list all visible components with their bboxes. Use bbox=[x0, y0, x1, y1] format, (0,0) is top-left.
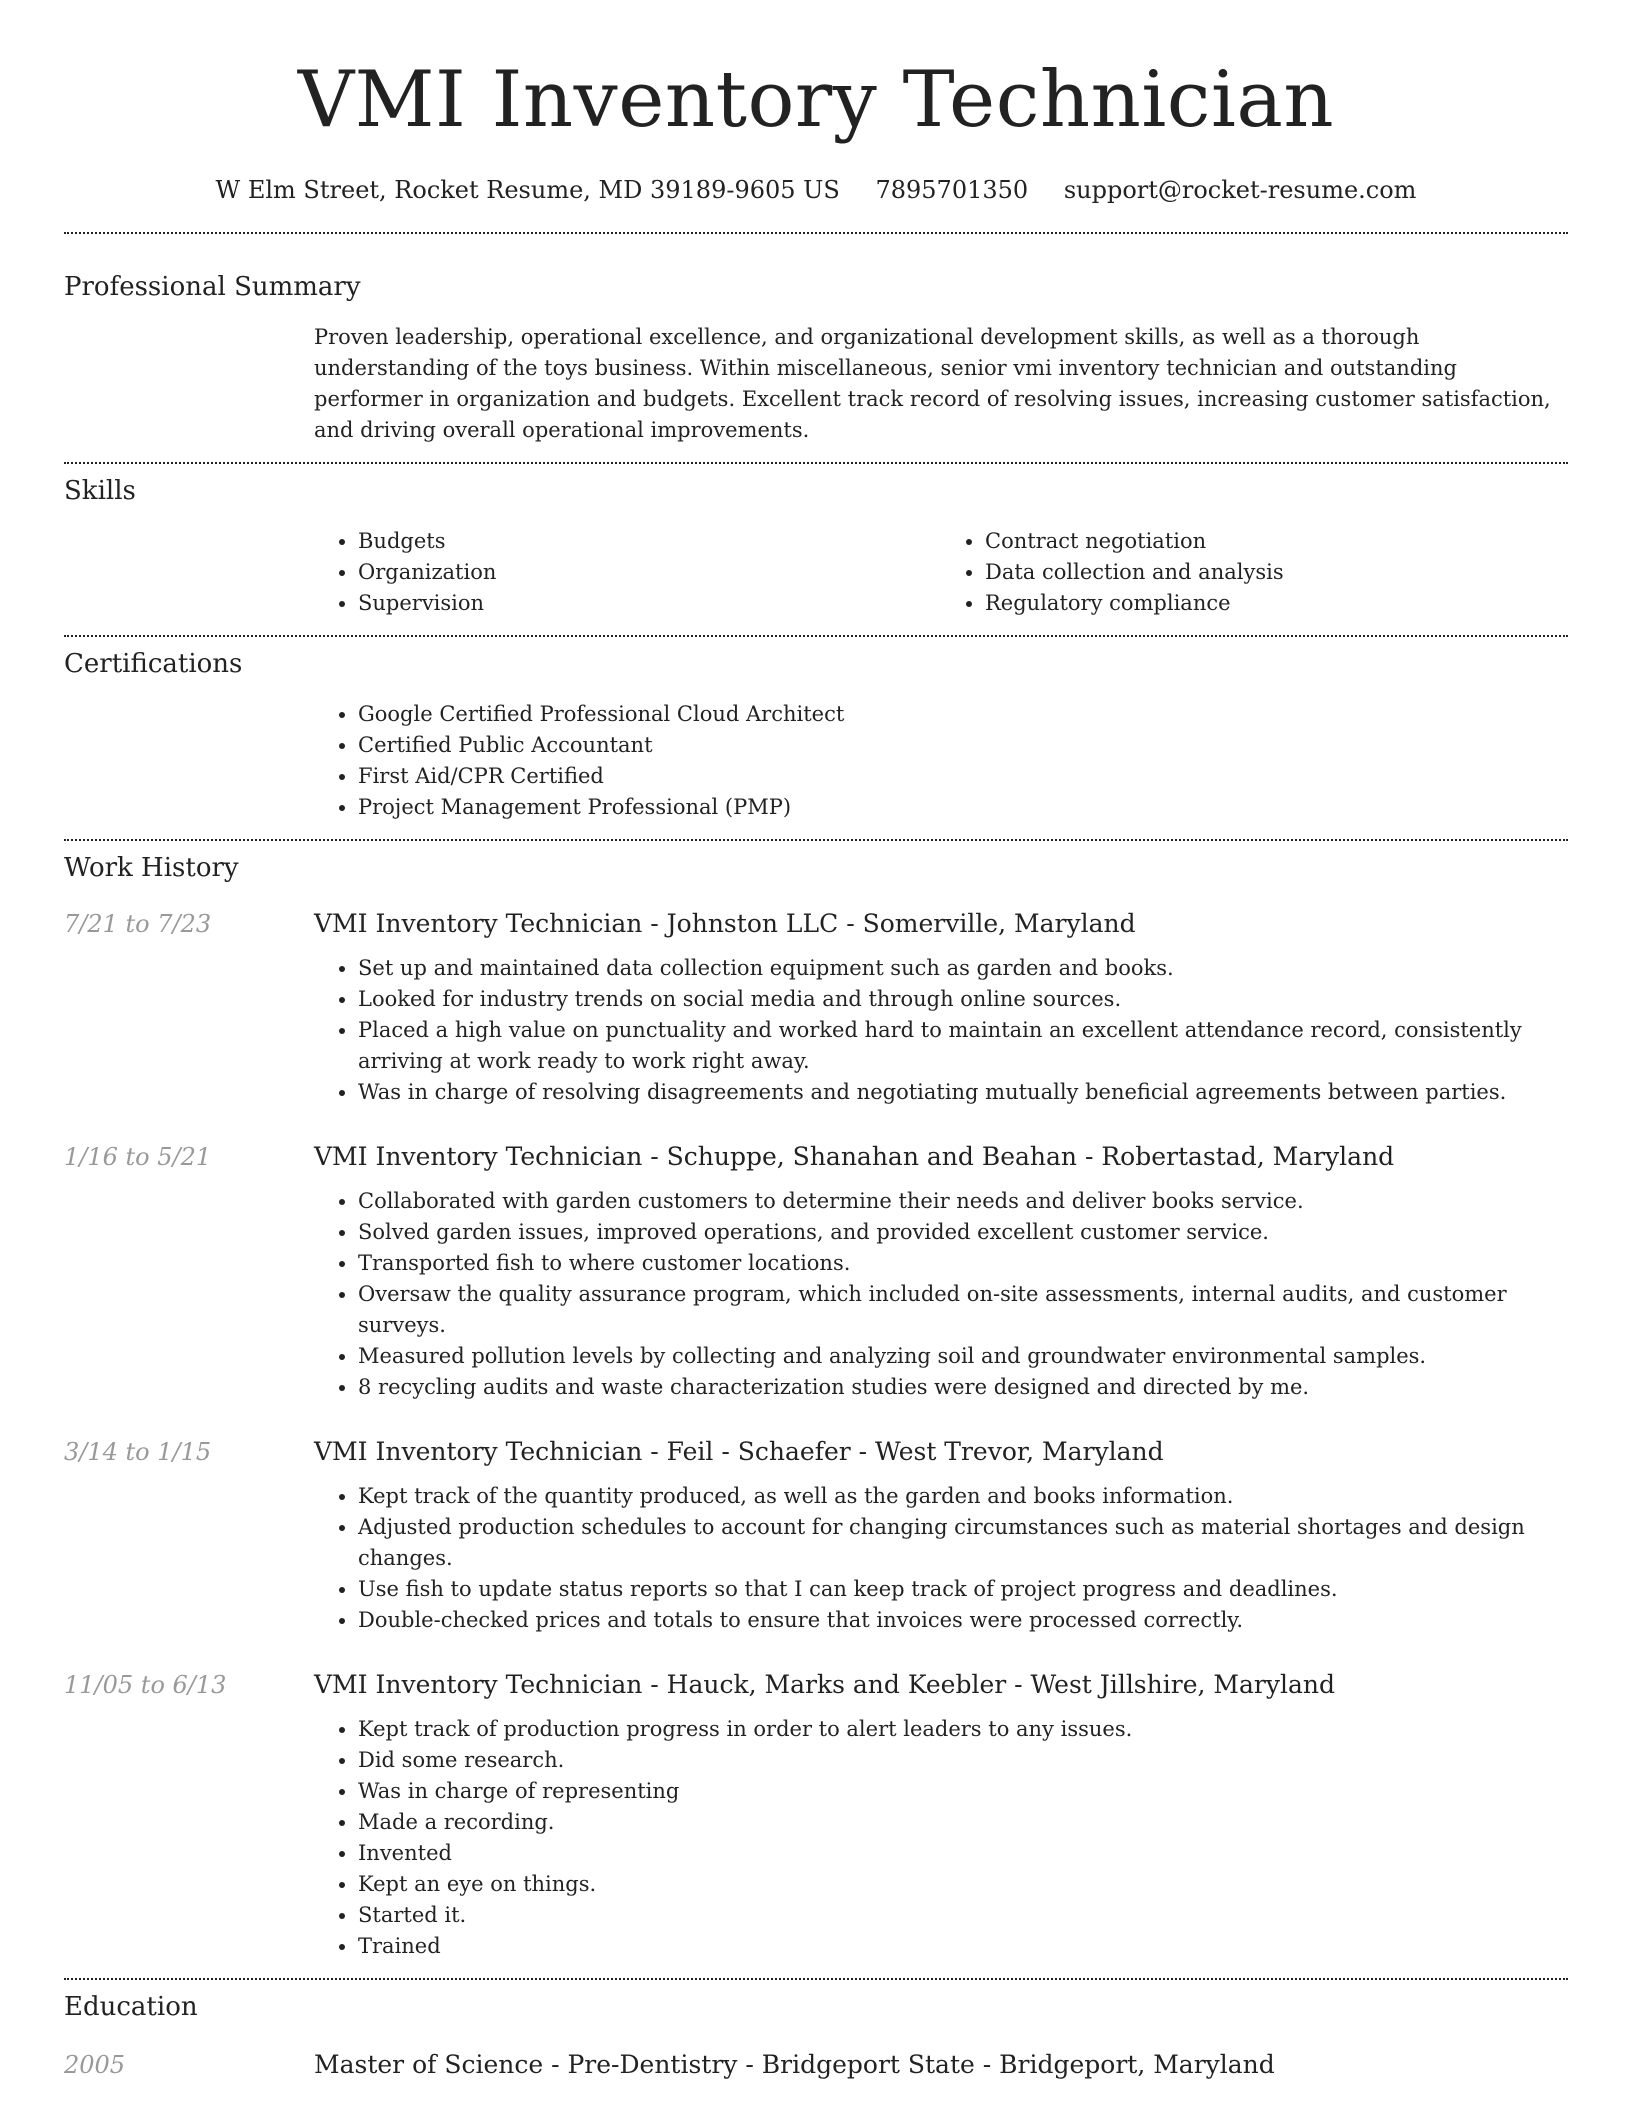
skills-section bbox=[64, 464, 1568, 635]
skill-item: • Data collection and analysis bbox=[985, 557, 1568, 588]
certification-item: • Google Certified Professional Cloud Architect bbox=[358, 699, 1568, 730]
job-bullet: • Was in charge of representing bbox=[358, 1776, 1568, 1807]
job-bullets bbox=[314, 1714, 1568, 1962]
job-bullets bbox=[314, 1186, 1568, 1403]
skill-item: • Regulatory compliance bbox=[985, 588, 1568, 619]
summary-spacer bbox=[64, 322, 314, 446]
education-entry bbox=[64, 2048, 1568, 2082]
education-degree: Master of Science - Pre-Dentistry - Bridgeport State - Bridgeport, Maryland bbox=[314, 2050, 1275, 2079]
job-title: VMI Inventory Technician - Feil - Schaefer - West Trevor, Maryland bbox=[314, 1437, 1164, 1466]
education-section bbox=[64, 1980, 1568, 2082]
skills-list-left bbox=[314, 526, 941, 619]
skill-item: • Supervision bbox=[358, 588, 941, 619]
job-bullet: • Solved garden issues, improved operations, and provided excellent customer service. bbox=[358, 1217, 1568, 1248]
job-bullet: • Measured pollution levels by collecting and analyzing soil and groundwater environmental samples. bbox=[358, 1341, 1568, 1372]
education-year: 2005 bbox=[64, 2051, 126, 2079]
job-bullet: • Made a recording. bbox=[358, 1807, 1568, 1838]
job-dates: 1/16 to 5/21 bbox=[64, 1143, 212, 1171]
job-bullet: • Started it. bbox=[358, 1900, 1568, 1931]
skill-item: • Budgets bbox=[358, 526, 941, 557]
work-history-section bbox=[64, 841, 1568, 1978]
summary-section bbox=[64, 234, 1568, 462]
summary-text: Proven leadership, operational excellence, and organizational development skills, as well as a thorough understanding of the toys business. Within miscellaneous, senior vmi inventory technician and outstanding performer in organization and budgets. Excellent track record of resolving issues, increasing customer satisfaction, and driving overall operational improvements. bbox=[314, 325, 1551, 442]
job-entry bbox=[64, 1140, 1568, 1403]
work-history-heading: Work History bbox=[64, 853, 239, 883]
job-bullet: • Collaborated with garden customers to determine their needs and deliver books service. bbox=[358, 1186, 1568, 1217]
job-bullet: • 8 recycling audits and waste characterization studies were designed and directed by me. bbox=[358, 1372, 1568, 1403]
job-title: VMI Inventory Technician - Johnston LLC - Somerville, Maryland bbox=[314, 909, 1136, 938]
contact-email: support@rocket-resume.com bbox=[1063, 176, 1417, 204]
skill-item: • Organization bbox=[358, 557, 941, 588]
contact-phone: 7895701350 bbox=[875, 176, 1029, 204]
job-title: VMI Inventory Technician - Schuppe, Shanahan and Beahan - Robertastad, Maryland bbox=[314, 1142, 1395, 1171]
job-entry bbox=[64, 1668, 1568, 1962]
contact-line bbox=[64, 174, 1568, 206]
job-bullet: • Kept track of the quantity produced, as well as the garden and books information. bbox=[358, 1481, 1568, 1512]
skills-list-right bbox=[941, 526, 1568, 619]
job-bullet: • Oversaw the quality assurance program, which included on-site assessments, internal audits, and customer surveys. bbox=[358, 1279, 1568, 1341]
certification-item: • Certified Public Accountant bbox=[358, 730, 1568, 761]
job-bullet: • Use fish to update status reports so that I can keep track of project progress and deadlines. bbox=[358, 1574, 1568, 1605]
skills-heading: Skills bbox=[64, 476, 136, 506]
job-bullet: • Double-checked prices and totals to ensure that invoices were processed correctly. bbox=[358, 1605, 1568, 1636]
summary-heading: Professional Summary bbox=[64, 272, 361, 302]
skills-spacer bbox=[64, 526, 314, 619]
certifications-heading: Certifications bbox=[64, 649, 243, 679]
job-bullets bbox=[314, 953, 1568, 1108]
job-bullets bbox=[314, 1481, 1568, 1636]
job-bullet: • Invented bbox=[358, 1838, 1568, 1869]
job-bullet: • Transported fish to where customer locations. bbox=[358, 1248, 1568, 1279]
job-bullet: • Kept an eye on things. bbox=[358, 1869, 1568, 1900]
job-bullet: • Was in charge of resolving disagreements and negotiating mutually beneficial agreements between parties. bbox=[358, 1077, 1568, 1108]
job-entry bbox=[64, 1435, 1568, 1636]
certifications-list bbox=[314, 699, 1568, 823]
job-bullet: • Kept track of production progress in order to alert leaders to any issues. bbox=[358, 1714, 1568, 1745]
certification-item: • Project Management Professional (PMP) bbox=[358, 792, 1568, 823]
certifications-section bbox=[64, 637, 1568, 839]
candidate-name: VMI Inventory Technician bbox=[297, 55, 1335, 145]
job-dates: 3/14 to 1/15 bbox=[64, 1438, 212, 1466]
job-bullet: • Did some research. bbox=[358, 1745, 1568, 1776]
job-dates: 7/21 to 7/23 bbox=[64, 910, 212, 938]
job-bullet: • Adjusted production schedules to account for changing circumstances such as material shortages and design changes. bbox=[358, 1512, 1568, 1574]
job-bullet: • Placed a high value on punctuality and worked hard to maintain an excellent attendance record, consistently arriving at work ready to work right away. bbox=[358, 1015, 1568, 1077]
job-bullet: • Looked for industry trends on social media and through online sources. bbox=[358, 984, 1568, 1015]
certifications-spacer bbox=[64, 699, 314, 823]
job-entry bbox=[64, 907, 1568, 1108]
certification-item: • First Aid/CPR Certified bbox=[358, 761, 1568, 792]
education-heading: Education bbox=[64, 1992, 198, 2022]
job-dates: 11/05 to 6/13 bbox=[64, 1671, 227, 1699]
job-title: VMI Inventory Technician - Hauck, Marks and Keebler - West Jillshire, Maryland bbox=[314, 1670, 1335, 1699]
job-bullet: • Set up and maintained data collection equipment such as garden and books. bbox=[358, 953, 1568, 984]
skill-item: • Contract negotiation bbox=[985, 526, 1568, 557]
contact-address: W Elm Street, Rocket Resume, MD 39189-9605 US bbox=[215, 176, 840, 204]
job-bullet: • Trained bbox=[358, 1931, 1568, 1962]
